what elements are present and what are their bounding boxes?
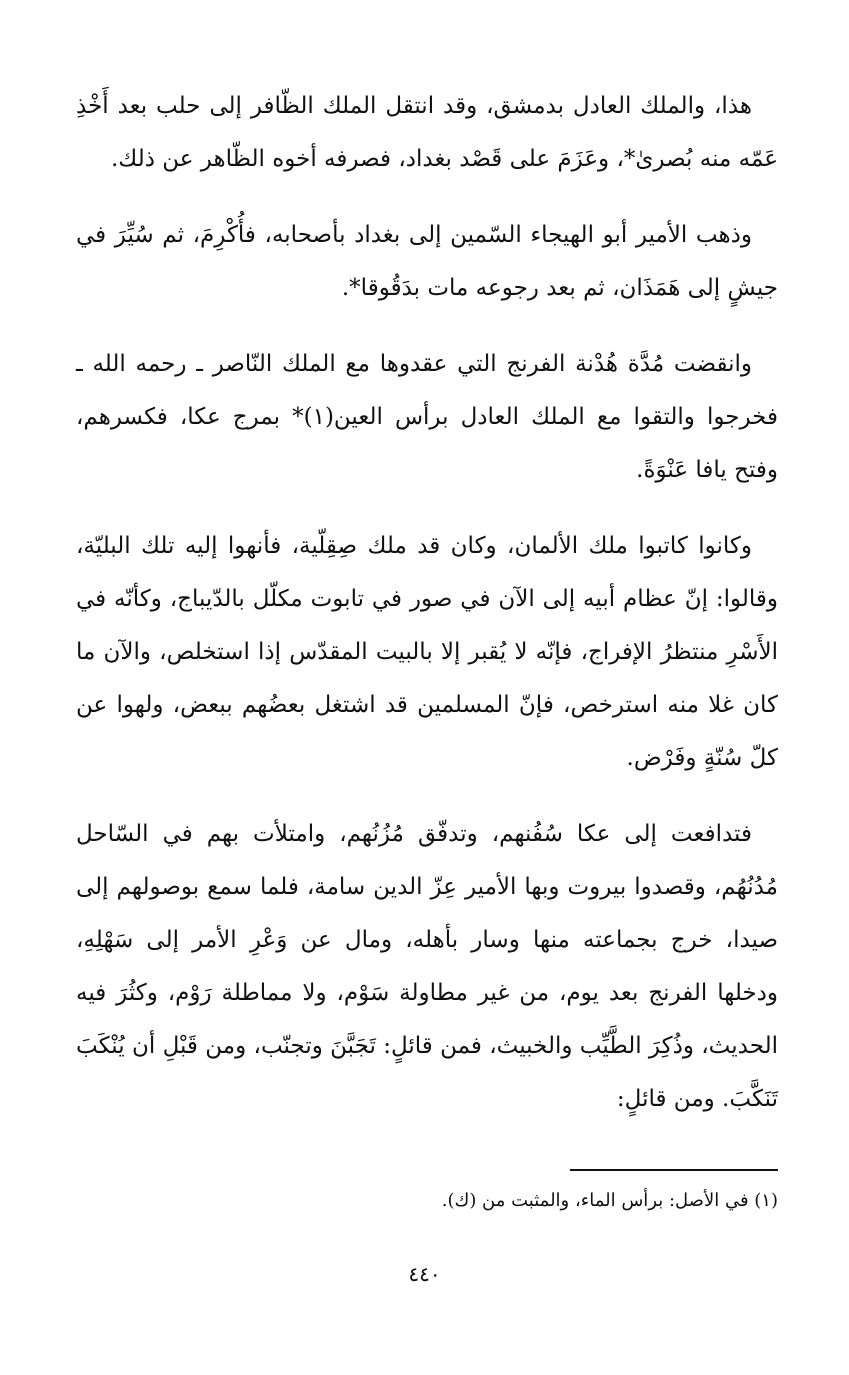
page-number: ٤٤٠ (408, 1262, 441, 1286)
footnote: (١) في الأصل: برأس الماء، والمثبت من (ك). (441, 1190, 778, 1211)
paragraph: هذا، والملك العادل بدمشق، وقد انتقل الملك الظّافر إلى حلب بعد أَخْذِ عَمّه منه بُصرىٰ*، وعَزَمَ على قَصْد بغداد، فصرفه أخوه الظّاهر عن ذلك. (76, 93, 778, 172)
paragraph: وانقضت مُدَّة هُدْنة الفرنج التي عقدوها مع الملك النّاصر ـ رحمه الله ـ فخرجوا والتقوا مع الملك العادل برأس العين(١)* بمرج عكا، فكسرهم، وفتح يافا عَنْوَةً. (76, 351, 779, 483)
page-body (76, 80, 778, 1149)
paragraph: وذهب الأمير أبو الهيجاء السّمين إلى بغداد بأصحابه، فأُكْرِمَ، ثم سُيِّرَ في جيشٍ إلى هَمَذَان، ثم بعد رجوعه مات بدَقُوقا*. (76, 222, 778, 301)
paragraph: فتدافعت إلى عكا سُفُنهم، وتدفّق مُزُنُهم، وامتلأت بهم في السّاحل مُدُنُهُم، وقصدوا بيروت وبها الأمير عِزّ الدين سامة، فلما سمع بوصولهم إلى صيدا، خرج بجماعته منها وسار بأهله، ومال عن وَعْرِ الأمر إلى سَهْلِهِ، ودخلها الفرنج بعد يوم، من غير مطاولة سَوْم، ولا مماطلة رَوْم، وكثُرَ فيه الحديث، وذُكِرَ الطَّيِّب والخبيث، فمن قائلٍ: تَجَبَّنَ وتجنّب، ومن قَبْلِ أن يُنْكَبَ تَنَكَّبَ. ومن قائلٍ: (76, 821, 778, 1112)
paragraph: وكانوا كاتبوا ملك الألمان، وكان قد ملك صِقِلّية، فأنهوا إليه تلك البليّة، وقالوا: إنّ عظام أبيه إلى الآن في صور في تابوت مكلّل بالدّيباج، وكأنّه في الأَسْرِ منتظرُ الإفراج، فإنّه لا يُقبر إلا بالبيت المقدّس إذا استخلص، والآن ما كان غلا منه استرخص، فإنّ المسلمين قد اشتغل بعضُهم ببعض، ولهوا عن كلّ سُنّةٍ وفَرْض. (76, 533, 778, 771)
footnote-divider (570, 1169, 778, 1171)
